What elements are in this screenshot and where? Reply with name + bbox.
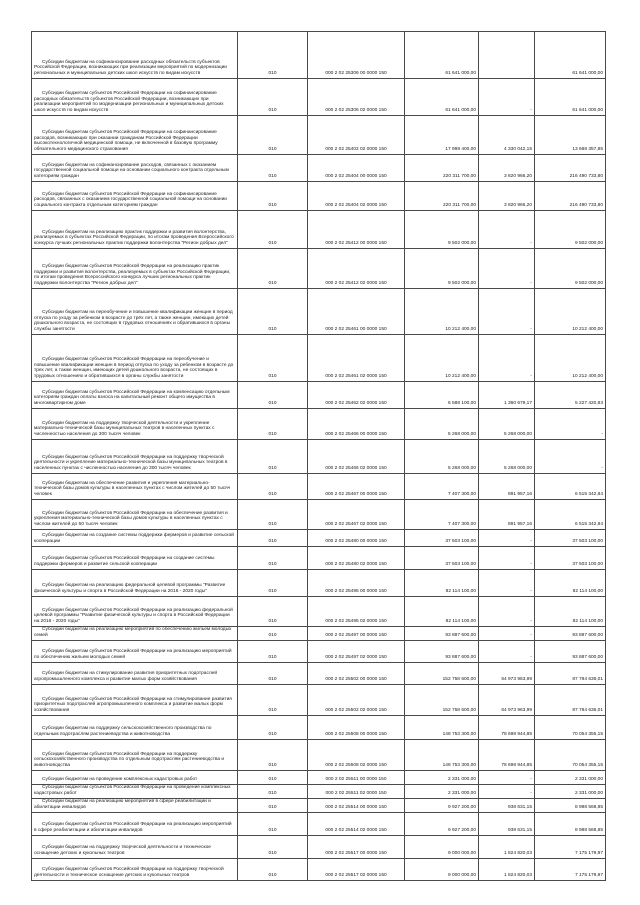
income-classification-code: 000 2 02 25508 02 0000 150	[308, 740, 405, 771]
row-code: 010	[238, 740, 308, 771]
row-description: Субсидии бюджетам субъектов Российской Федерации на реализацию федеральной целевой программы "Развитие физической культуры и спорта в Российской Федерации на 2016 - 2020 годы"	[32, 597, 238, 627]
table-row	[32, 249, 606, 289]
row-code: 010	[238, 211, 308, 249]
row-code: 010	[238, 627, 308, 641]
row-description: Субсидии бюджетам субъектов Российской Федерации на компенсацию отдельным категориям граждан оплаты взноса на капитальный ремонт общего имущества в многоквартирном доме	[32, 382, 238, 409]
executed-amount: 78 698 944,85	[479, 716, 535, 740]
row-code: 010	[238, 155, 308, 182]
row-code: 010	[238, 116, 308, 155]
income-classification-code: 000 2 02 25517 00 0000 150	[308, 836, 405, 859]
income-classification-code: 000 2 02 25495 02 0000 150	[308, 597, 405, 627]
row-description: Субсидии бюджетам на реализацию мероприятий по обеспечению жильем молодых семей	[32, 627, 238, 641]
approved-amount: 61 641 000,00	[405, 32, 479, 79]
executed-amount: 64 973 963,99	[479, 685, 535, 716]
income-classification-code: 000 2 02 25508 00 0000 150	[308, 716, 405, 740]
row-description: Субсидии бюджетам субъектов Российской Федерации на поддержку творческой деятельности и укрепление материально-технической базы муниципальных театров в населенных пунктах с численностью населения до 300 тысяч человек	[32, 440, 238, 474]
approved-amount: 6 588 100,00	[405, 382, 479, 409]
remaining-amount: 8 988 568,85	[535, 813, 606, 836]
remaining-amount: 2 331 000,00	[535, 785, 606, 799]
approved-amount: 37 503 100,00	[405, 547, 479, 570]
approved-amount: 220 311 700,00	[405, 155, 479, 182]
remaining-amount: 2 331 000,00	[535, 771, 606, 785]
income-classification-code: 000 2 02 25467 00 0000 150	[308, 474, 405, 500]
table-row	[32, 716, 606, 740]
remaining-amount: 82 114 100,00	[535, 570, 606, 597]
table-row	[32, 79, 606, 116]
report-page	[31, 31, 605, 881]
executed-amount: 1 360 679,17	[479, 382, 535, 409]
income-classification-code: 000 2 02 25466 02 0000 150	[308, 440, 405, 474]
row-description: Субсидии бюджетам субъектов Российской Федерации на переобучение и повышение квалификации женщин в период отпуска по уходу за ребенком в возрасте до трех лет, а также женщин, имеющих детей дошкольного возраста, не состоящих в трудовых отношениях и обратившихся в органы службы занятости	[32, 335, 238, 382]
executed-amount: 891 957,16	[479, 500, 535, 530]
executed-amount: -	[479, 211, 535, 249]
row-description: Субсидии бюджетам субъектов Российской Федерации на поддержку творческой деятельности и техническое оснащение детских и кукольных театров	[32, 859, 238, 881]
income-classification-code: 000 2 02 25480 00 0000 150	[308, 530, 405, 547]
row-description: Субсидии бюджетам субъектов Российской Федерации на обеспечение развития и укрепления материально-технической базы домов культуры в населенных пунктах с числом жителей до 50 тысяч человек	[32, 500, 238, 530]
income-classification-code: 000 2 02 25412 00 0000 150	[308, 211, 405, 249]
row-code: 010	[238, 685, 308, 716]
table-row	[32, 859, 606, 881]
approved-amount: 152 758 600,00	[405, 663, 479, 685]
row-description: Субсидии бюджетам субъектов Российской Федерации на проведение комплексных кадастровых работ	[32, 785, 238, 799]
approved-amount: 37 503 100,00	[405, 530, 479, 547]
row-code: 010	[238, 500, 308, 530]
executed-amount: 938 631,15	[479, 799, 535, 813]
row-description: Субсидии бюджетам субъектов Российской Федерации на софинансирование расходов, связанных с оказанием государственной социальной помощи на основании социального контракта отдельным категориям граждан	[32, 182, 238, 211]
row-description: Субсидии бюджетам на софинансирование расходных обязательств субъектов Российской Федерации, возникающих при реализации мероприятий по модернизации региональных и муниципальных детских школ искусств по видам искусств	[32, 32, 238, 79]
table-row	[32, 836, 606, 859]
remaining-amount: 37 503 100,00	[535, 547, 606, 570]
executed-amount: 891 957,16	[479, 474, 535, 500]
approved-amount: 93 887 600,00	[405, 641, 479, 663]
row-description: Субсидии бюджетам на создание системы поддержки фермеров и развитие сельской кооперации	[32, 530, 238, 547]
table-row	[32, 813, 606, 836]
row-description: Субсидии бюджетам на переобучение и повышение квалификации женщин в период отпуска по уходу за ребенком в возрасте до трёх лет, а также женщин, имеющих детей дошкольного возраста, не состоящих в трудовых отношениях и обратившихся в органы службы занятости	[32, 289, 238, 335]
row-description: Субсидии бюджетам на поддержку творческой деятельности и укрепление материально-технической базы муниципальных театров в населенных пунктах с численностью населения до 300 тысяч человек	[32, 409, 238, 440]
row-description: Субсидии бюджетам на поддержку сельскохозяйственного производства по отдельным подотраслям растениеводства и животноводства	[32, 716, 238, 740]
executed-amount: -	[479, 627, 535, 641]
row-code: 010	[238, 289, 308, 335]
row-code: 010	[238, 182, 308, 211]
remaining-amount: 87 784 636,01	[535, 685, 606, 716]
approved-amount: 148 753 300,00	[405, 716, 479, 740]
row-description: Субсидии бюджетам субъектов Российской Федерации на создание системы поддержки фермеров и развитие сельской кооперации	[32, 547, 238, 570]
approved-amount: 148 753 300,00	[405, 740, 479, 771]
remaining-amount: 87 784 636,01	[535, 663, 606, 685]
executed-amount: -	[479, 597, 535, 627]
income-classification-code: 000 2 02 25461 00 0000 150	[308, 289, 405, 335]
executed-amount: -	[479, 641, 535, 663]
executed-amount	[479, 32, 535, 79]
table-row	[32, 211, 606, 249]
approved-amount: 82 114 100,00	[405, 597, 479, 627]
remaining-amount: 82 114 100,00	[535, 597, 606, 627]
table-row	[32, 409, 606, 440]
table-row	[32, 627, 606, 641]
executed-amount: -	[479, 79, 535, 116]
row-code: 010	[238, 597, 308, 627]
row-description: Субсидии бюджетам на реализацию практик поддержки и развития волонтерства, реализуемых в субъектах Российской Федерации, по итогам проведения Всероссийского конкурса лучших региональных практик поддержки волонтерства "Регион добрых дел"	[32, 211, 238, 249]
approved-amount: 9 502 000,00	[405, 249, 479, 289]
approved-amount: 10 212 400,00	[405, 335, 479, 382]
table-row	[32, 597, 606, 627]
row-code: 010	[238, 641, 308, 663]
row-description: Субсидии бюджетам субъектов Российской Федерации на реализацию мероприятий по обеспечению жильем молодых семей	[32, 641, 238, 663]
income-classification-code: 000 2 02 25497 02 0000 150	[308, 641, 405, 663]
table-row	[32, 289, 606, 335]
executed-amount: -	[479, 547, 535, 570]
approved-amount: 17 998 400,00	[405, 116, 479, 155]
approved-amount: 2 331 000,00	[405, 785, 479, 799]
row-description: Субсидии бюджетам субъектов Российской Федерации на поддержку сельскохозяйственного производства по отдельным подотраслям растениеводства и животноводства	[32, 740, 238, 771]
income-classification-code: 000 2 02 25412 02 0000 150	[308, 249, 405, 289]
income-classification-code: 000 2 02 25480 02 0000 150	[308, 547, 405, 570]
table-row	[32, 182, 606, 211]
remaining-amount: 70 054 355,15	[535, 716, 606, 740]
row-description: Субсидии бюджетам на стимулирование развития приоритетных подотраслей агропромышленного комплекса и развитие малых форм хозяйствования	[32, 663, 238, 685]
remaining-amount: 70 054 355,15	[535, 740, 606, 771]
income-classification-code: 000 2 02 25467 02 0000 150	[308, 500, 405, 530]
approved-amount: 152 758 600,00	[405, 685, 479, 716]
remaining-amount: 61 641 000,00	[535, 79, 606, 116]
approved-amount: 7 407 300,00	[405, 500, 479, 530]
table-row	[32, 570, 606, 597]
executed-amount: -	[479, 335, 535, 382]
approved-amount: 5 268 000,00	[405, 440, 479, 474]
approved-amount: 9 927 200,00	[405, 799, 479, 813]
remaining-amount: 10 212 400,00	[535, 289, 606, 335]
row-code: 010	[238, 474, 308, 500]
table-row	[32, 641, 606, 663]
approved-amount: 9 000 000,00	[405, 836, 479, 859]
income-classification-code: 000 2 02 25404 00 0000 150	[308, 155, 405, 182]
executed-amount: 1 824 820,03	[479, 859, 535, 881]
remaining-amount: 13 668 357,85	[535, 116, 606, 155]
executed-amount: 3 820 966,20	[479, 182, 535, 211]
remaining-amount: 37 503 100,00	[535, 530, 606, 547]
row-code: 010	[238, 859, 308, 881]
remaining-amount: 6 515 342,84	[535, 500, 606, 530]
executed-amount: 78 698 944,85	[479, 740, 535, 771]
income-classification-code: 000 2 02 25502 02 0000 150	[308, 685, 405, 716]
table-row	[32, 799, 606, 813]
remaining-amount: -	[535, 440, 606, 474]
remaining-amount: 216 490 733,80	[535, 155, 606, 182]
income-classification-code: 000 2 02 25462 02 0000 150	[308, 382, 405, 409]
row-code: 010	[238, 32, 308, 79]
executed-amount: 938 631,15	[479, 813, 535, 836]
row-code: 010	[238, 785, 308, 799]
remaining-amount: 6 515 342,84	[535, 474, 606, 500]
table-row	[32, 440, 606, 474]
executed-amount: -	[479, 570, 535, 597]
approved-amount: 7 407 300,00	[405, 474, 479, 500]
remaining-amount: 8 988 568,85	[535, 799, 606, 813]
remaining-amount: 10 212 400,00	[535, 335, 606, 382]
approved-amount: 220 311 700,00	[405, 182, 479, 211]
remaining-amount: 5 227 420,83	[535, 382, 606, 409]
row-code: 010	[238, 716, 308, 740]
income-classification-code: 000 2 02 25306 02 0000 150	[308, 79, 405, 116]
table-row	[32, 740, 606, 771]
approved-amount: 82 114 100,00	[405, 570, 479, 597]
row-code: 010	[238, 570, 308, 597]
executed-amount: -	[479, 530, 535, 547]
table-row	[32, 155, 606, 182]
table-row	[32, 116, 606, 155]
row-description: Субсидии бюджетам субъектов Российской Федерации на реализацию мероприятий в сфере реабилитации и абилитации инвалидов	[32, 813, 238, 836]
row-description: Субсидии бюджетам на софинансирование расходов, связанных с оказанием государственной социальной помощи на основании социального контракта отдельным категориям граждан	[32, 155, 238, 182]
table-row	[32, 547, 606, 570]
approved-amount: 61 641 000,00	[405, 79, 479, 116]
income-classification-code: 000 2 02 25511 00 0000 150	[308, 771, 405, 785]
approved-amount: 5 268 000,00	[405, 409, 479, 440]
executed-amount: -	[479, 771, 535, 785]
row-code: 010	[238, 663, 308, 685]
remaining-amount: 7 175 179,97	[535, 859, 606, 881]
remaining-amount: -	[535, 409, 606, 440]
income-classification-code: 000 2 02 25502 00 0000 150	[308, 663, 405, 685]
row-description: Субсидии бюджетам на реализацию мероприятий в сфере реабилитации и абилитации инвалидов	[32, 799, 238, 813]
remaining-amount: 9 502 000,00	[535, 211, 606, 249]
budget-execution-table	[31, 31, 606, 881]
row-description: Субсидии бюджетам субъектов Российской Федерации на софинансирование расходов, возникающих при оказании гражданам Российской Федерации высокотехнологичной медицинской помощи, не включенной в базовую программу обязательного медицинского страхования	[32, 116, 238, 155]
income-classification-code: 000 2 02 25514 00 0000 150	[308, 799, 405, 813]
executed-amount: -	[479, 289, 535, 335]
income-classification-code: 000 2 02 25402 02 0000 150	[308, 116, 405, 155]
executed-amount: 64 973 963,99	[479, 663, 535, 685]
row-description: Субсидии бюджетам на проведение комплексных кадастровых работ	[32, 771, 238, 785]
row-code: 010	[238, 335, 308, 382]
income-classification-code: 000 2 02 25495 00 0000 150	[308, 570, 405, 597]
income-classification-code: 000 2 02 25461 02 0000 150	[308, 335, 405, 382]
row-code: 010	[238, 440, 308, 474]
row-description: Субсидии бюджетам субъектов Российской Федерации на реализацию практик поддержки и развития волонтерства, реализуемых в субъектах Российской Федерации, по итогам проведения Всероссийского конкурса лучших региональных практик поддержки волонтерства "Регион добрых дел"	[32, 249, 238, 289]
income-classification-code: 000 2 02 25404 02 0000 150	[308, 182, 405, 211]
executed-amount: 1 824 820,03	[479, 836, 535, 859]
income-classification-code: 000 2 02 25306 00 0000 150	[308, 32, 405, 79]
row-code: 010	[238, 530, 308, 547]
approved-amount: 9 502 000,00	[405, 211, 479, 249]
executed-amount: 5 268 000,00	[479, 440, 535, 474]
table-row	[32, 771, 606, 785]
remaining-amount: 93 887 600,00	[535, 627, 606, 641]
remaining-amount: 7 175 179,97	[535, 836, 606, 859]
income-classification-code: 000 2 02 25466 00 0000 150	[308, 409, 405, 440]
table-row	[32, 500, 606, 530]
table-row	[32, 382, 606, 409]
row-code: 010	[238, 249, 308, 289]
executed-amount: -	[479, 785, 535, 799]
income-classification-code: 000 2 02 25497 00 0000 150	[308, 627, 405, 641]
executed-amount: 4 330 042,15	[479, 116, 535, 155]
row-code: 010	[238, 547, 308, 570]
executed-amount: -	[479, 249, 535, 289]
income-classification-code: 000 2 02 25514 02 0000 150	[308, 813, 405, 836]
approved-amount: 10 212 400,00	[405, 289, 479, 335]
executed-amount: 3 820 966,20	[479, 155, 535, 182]
row-code: 010	[238, 409, 308, 440]
table-row	[32, 335, 606, 382]
remaining-amount: 216 490 733,80	[535, 182, 606, 211]
table-row	[32, 663, 606, 685]
row-code: 010	[238, 836, 308, 859]
table-row	[32, 530, 606, 547]
executed-amount: 5 268 000,00	[479, 409, 535, 440]
table-row	[32, 474, 606, 500]
table-row	[32, 785, 606, 799]
table-row	[32, 32, 606, 79]
row-code: 010	[238, 79, 308, 116]
row-description: Субсидии бюджетам на обеспечение развития и укрепления материально-технической базы домов культуры в населенных пунктах с числом жителей до 50 тысяч человек	[32, 474, 238, 500]
row-code: 010	[238, 799, 308, 813]
table-row	[32, 685, 606, 716]
income-classification-code: 000 2 02 25511 02 0000 150	[308, 785, 405, 799]
row-description: Субсидии бюджетам на реализацию федеральной целевой программы "Развитие физической культуры и спорта в Российской Федерации на 2016 - 2020 годы"	[32, 570, 238, 597]
row-description: Субсидии бюджетам субъектов Российской Федерации на софинансирование расходных обязательств субъектов Российской Федерации, возникающих при реализации мероприятий по модернизации региональных и муниципальных детских школ искусств по видам искусств	[32, 79, 238, 116]
income-classification-code: 000 2 02 25517 02 0000 150	[308, 859, 405, 881]
remaining-amount: 93 887 600,00	[535, 641, 606, 663]
approved-amount: 9 000 000,00	[405, 859, 479, 881]
approved-amount: 2 331 000,00	[405, 771, 479, 785]
remaining-amount: 9 502 000,00	[535, 249, 606, 289]
table-body	[32, 32, 606, 881]
approved-amount: 93 887 600,00	[405, 627, 479, 641]
row-description: Субсидии бюджетам на поддержку творческой деятельности и техническое оснащение детских и кукольных театров	[32, 836, 238, 859]
row-code: 010	[238, 382, 308, 409]
row-description: Субсидии бюджетам субъектов Российской Федерации на стимулирование развития приоритетных подотраслей агропромышленного комплекса и развитие малых форм хозяйствования	[32, 685, 238, 716]
remaining-amount: 61 641 000,00	[535, 32, 606, 79]
approved-amount: 9 927 200,00	[405, 813, 479, 836]
row-code: 010	[238, 771, 308, 785]
row-code: 010	[238, 813, 308, 836]
